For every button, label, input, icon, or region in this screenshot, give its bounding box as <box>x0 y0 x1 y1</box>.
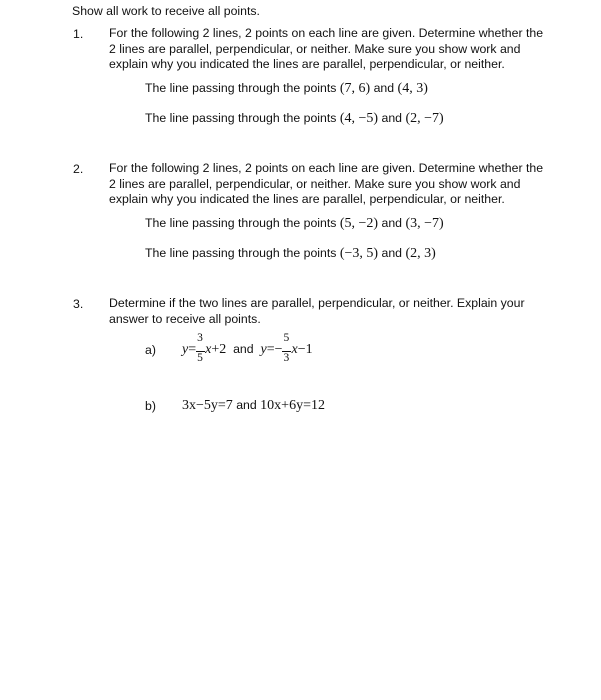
equation-a2-equals: =− <box>266 342 283 357</box>
question-1-line-2 <box>145 111 444 127</box>
question-1-line-2-point-a: (4, −5) <box>339 111 379 126</box>
question-2-line-2-point-b: (2, 3) <box>405 246 436 261</box>
question-3-part-a-and: and <box>233 342 254 356</box>
question-2-line-2 <box>145 246 436 262</box>
question-1-line-1-point-a: (7, 6) <box>339 81 371 96</box>
question-1-line-2-point-b: (2, −7) <box>405 111 444 126</box>
question-3-number: 3. <box>73 297 84 311</box>
question-3-part-b-and: and <box>236 398 257 412</box>
question-3-prompt: Determine if the two lines are parallel, perpendicular, or neither. Explain your answer to receive all points. <box>109 296 525 326</box>
question-1-line-1-text: The line passing through the points <box>145 81 337 95</box>
equation-a1-x: x <box>205 342 212 357</box>
question-2-prompt: For the following 2 lines, 2 points on each line are given. Determine whether the 2 lines are parallel, perpendicular, or neither. Make sure you show work and explain why you indicated the lines are parallel, perpendicular, or neither. <box>109 161 544 206</box>
question-2-line-1 <box>145 216 444 232</box>
equation-a2-y: y <box>260 342 267 357</box>
question-3-part-b-label: b) <box>145 399 156 413</box>
equation-a1-numerator: 3 <box>197 331 203 344</box>
question-2-line-1-and: and <box>381 216 403 230</box>
equation-a1-y: y <box>182 342 189 357</box>
question-2-line-2-text: The line passing through the points <box>145 246 337 260</box>
question-2-line-1-point-a: (5, −2) <box>339 216 379 231</box>
question-2-line-2-and: and <box>381 246 403 260</box>
equation-a2-constant: −1 <box>297 342 313 357</box>
equation-b2: 10x+6y=12 <box>260 398 325 413</box>
equation-a2-numerator: 5 <box>283 331 290 344</box>
equation-a1-constant: +2 <box>211 342 227 357</box>
equation-b1: 3x−5y=7 <box>182 398 233 413</box>
question-3-part-b-equations <box>182 398 325 414</box>
question-1-line-2-and: and <box>381 111 403 125</box>
question-2-line-2-point-a: (−3, 5) <box>339 246 379 261</box>
question-1-prompt: For the following 2 lines, 2 points on each line are given. Determine whether the 2 lines are parallel, perpendicular, or neither. Make sure you show work and explain why you indicated the lines are parallel, perpendicular, or neither. <box>109 26 544 71</box>
question-1-line-1-point-b: (4, 3) <box>397 81 428 96</box>
instructions-header: Show all work to receive all points. <box>72 4 260 18</box>
equation-a1-equals: = <box>188 342 197 357</box>
question-3-part-a-label: a) <box>145 343 156 357</box>
question-1-line-1 <box>145 81 428 97</box>
question-2-number: 2. <box>73 162 84 176</box>
question-2-line-1-point-b: (3, −7) <box>405 216 444 231</box>
question-1-number: 1. <box>73 27 84 41</box>
question-3-part-a-equations <box>182 331 313 364</box>
question-2-line-1-text: The line passing through the points <box>145 216 337 230</box>
equation-a2-fraction <box>282 331 291 364</box>
equation-a2-x: x <box>291 342 298 357</box>
equation-a2-denominator: 3 <box>283 351 290 364</box>
question-1-line-1-and: and <box>373 81 395 95</box>
equation-a1-fraction <box>196 331 205 364</box>
equation-a1-denominator: 5 <box>197 351 203 364</box>
question-1-line-2-text: The line passing through the points <box>145 111 337 125</box>
